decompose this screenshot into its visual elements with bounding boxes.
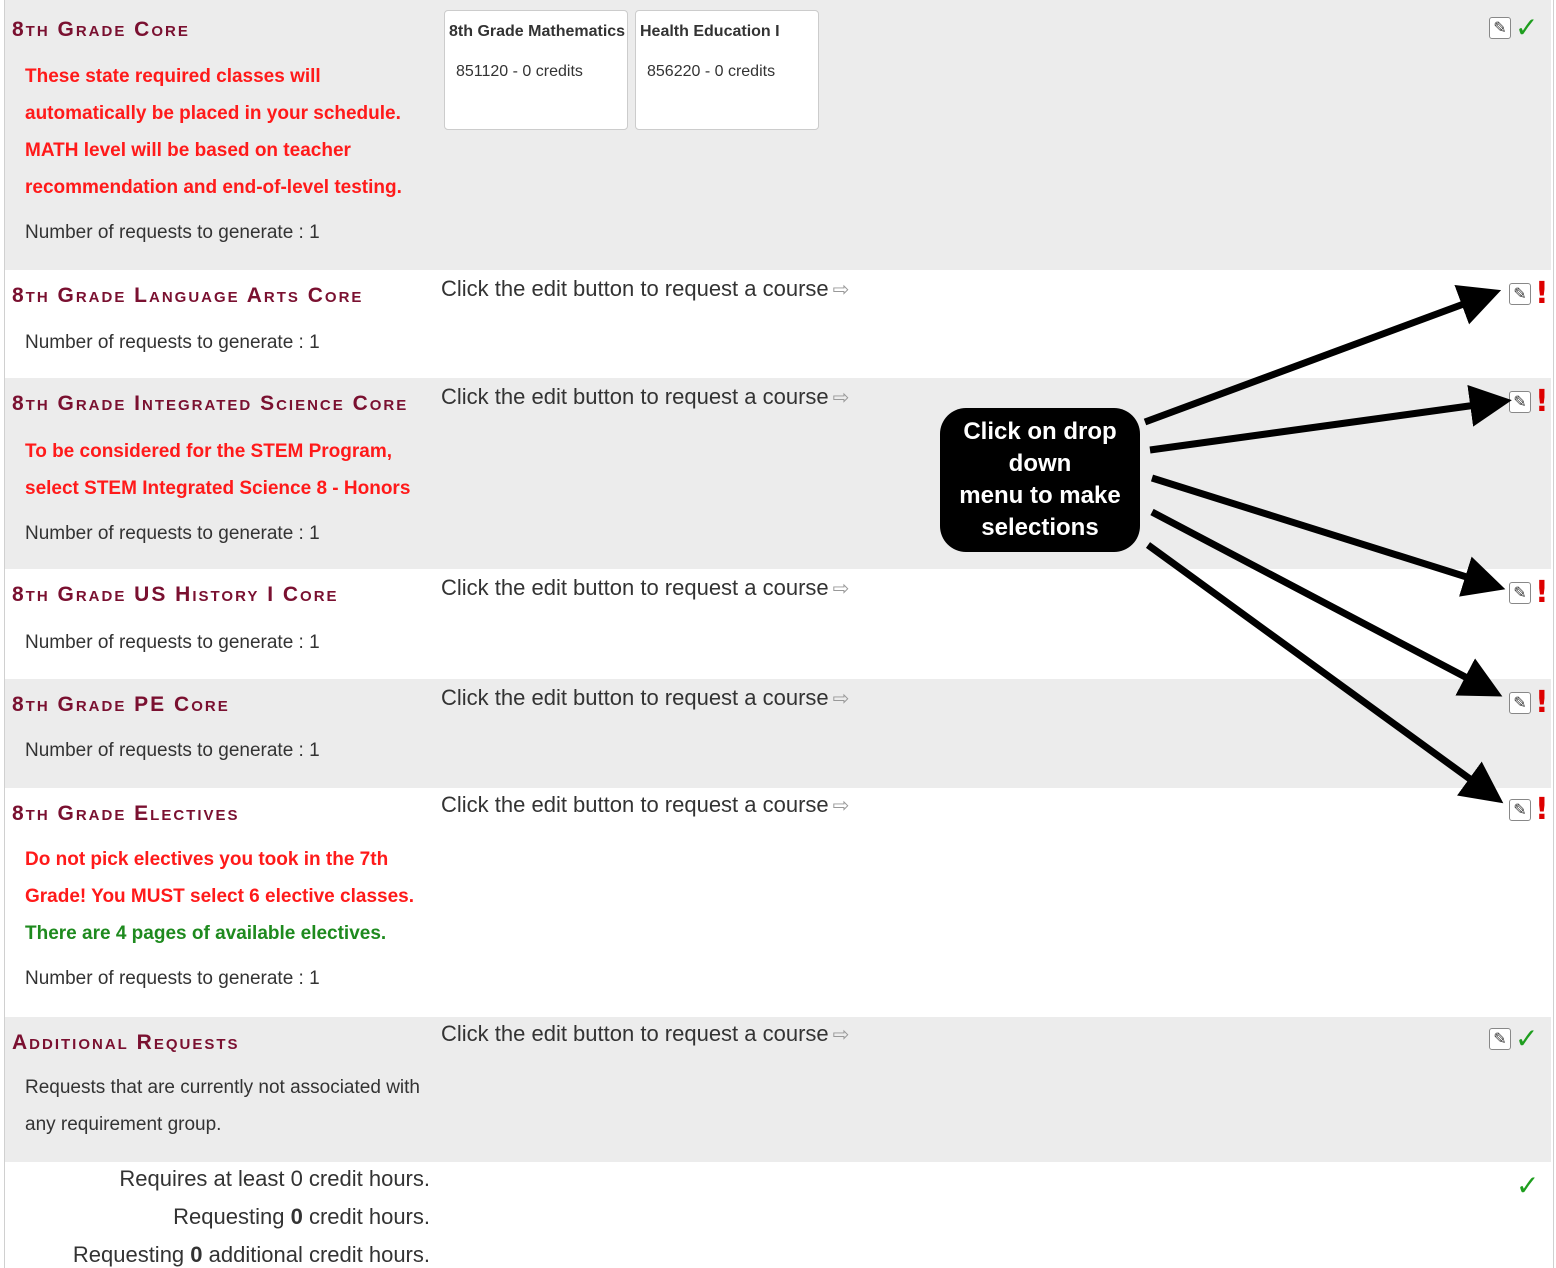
group-title: 8th Grade Core (12, 18, 190, 41)
note-line: recommendation and end-of-level testing. (25, 177, 402, 198)
exclamation-icon: ! (1535, 685, 1549, 720)
electives-pages-note: There are 4 pages of available electives. (25, 923, 387, 944)
group-title: 8th Grade Electives (12, 802, 240, 825)
summary-text: Requesting (72, 1242, 191, 1267)
right-arrow-icon: ⇨ (832, 387, 850, 409)
requests-count: Number of requests to generate : 1 (25, 968, 320, 989)
note-line: Do not pick electives you took in the 7th (25, 849, 389, 870)
summary-text: additional credit hours. (202, 1242, 430, 1267)
arrow-to-electives (1148, 545, 1492, 795)
pencil-icon[interactable]: ✎ (1509, 799, 1531, 821)
checkmark-icon: ✓ (1515, 1022, 1539, 1055)
requests-count: Number of requests to generate : 1 (25, 740, 320, 761)
note-line: Grade! You MUST select 6 elective classes. (25, 886, 414, 907)
pencil-icon[interactable]: ✎ (1509, 283, 1531, 305)
course-name: 8th Grade Mathematics (449, 23, 626, 40)
right-arrow-icon: ⇨ (832, 1024, 850, 1046)
summary-text: credit hours. (302, 1204, 430, 1229)
requests-count: Number of requests to generate : 1 (25, 523, 320, 544)
note-line: MATH level will be based on teacher (25, 140, 351, 161)
callout-line: selections (981, 514, 1099, 541)
prompt-text: Click the edit button to request a course (441, 384, 829, 409)
group-title: Additional Requests (12, 1031, 240, 1054)
note-line: To be considered for the STEM Program, (25, 441, 393, 462)
pencil-icon[interactable]: ✎ (1509, 582, 1531, 604)
summary-value: 0 (290, 1204, 303, 1229)
note-line: automatically be placed in your schedule. (25, 103, 401, 124)
requests-count: Number of requests to generate : 1 (25, 222, 320, 243)
right-arrow-icon: ⇨ (832, 795, 850, 817)
course-code: 851120 - 0 credits (456, 63, 583, 80)
arrow-to-science (1150, 402, 1498, 450)
right-arrow-icon: ⇨ (832, 688, 850, 710)
requests-count: Number of requests to generate : 1 (25, 332, 320, 353)
pencil-icon[interactable]: ✎ (1509, 692, 1531, 714)
credit-summary-required: Requires at least 0 credit hours. (119, 1166, 430, 1191)
note-line: select STEM Integrated Science 8 - Honors (25, 478, 411, 499)
prompt-text: Click the edit button to request a course (441, 1021, 829, 1046)
summary-text: Requesting (173, 1204, 291, 1229)
arrow-to-history (1152, 478, 1492, 585)
desc-line: any requirement group. (25, 1114, 222, 1135)
exclamation-icon: ! (1535, 575, 1549, 610)
exclamation-icon: ! (1535, 276, 1549, 311)
requests-count: Number of requests to generate : 1 (25, 632, 320, 653)
prompt-text: Click the edit button to request a course (441, 792, 829, 817)
pencil-icon[interactable]: ✎ (1509, 391, 1531, 413)
group-title: 8th Grade Integrated Science Core (12, 392, 409, 415)
prompt-text: Click the edit button to request a course (441, 685, 829, 710)
prompt-text: Click the edit button to request a course (441, 575, 829, 600)
instruction-callout (940, 408, 1140, 552)
callout-line: Click on drop down (963, 418, 1117, 477)
checkmark-icon: ✓ (1515, 11, 1539, 44)
checkmark-icon: ✓ (1516, 1169, 1540, 1202)
group-title: 8th Grade US History I Core (12, 583, 339, 606)
exclamation-icon: ! (1535, 792, 1549, 827)
group-title: 8th Grade Language Arts Core (12, 284, 364, 307)
summary-value: 0 (190, 1242, 203, 1267)
group-title: 8th Grade PE Core (12, 693, 230, 716)
desc-line: Requests that are currently not associated with (25, 1077, 420, 1098)
pencil-icon[interactable]: ✎ (1489, 17, 1511, 39)
course-name: Health Education I (640, 23, 780, 40)
arrow-to-pe (1152, 512, 1490, 690)
course-code: 856220 - 0 credits (647, 63, 776, 80)
right-arrow-icon: ⇨ (832, 578, 850, 600)
pencil-icon[interactable]: ✎ (1489, 1028, 1511, 1050)
arrow-to-language-arts (1145, 295, 1488, 422)
note-line: These state required classes will (25, 66, 321, 87)
exclamation-icon: ! (1535, 384, 1549, 419)
prompt-text: Click the edit button to request a course (441, 276, 829, 301)
right-arrow-icon: ⇨ (832, 279, 850, 301)
callout-line: menu to make (959, 482, 1121, 509)
